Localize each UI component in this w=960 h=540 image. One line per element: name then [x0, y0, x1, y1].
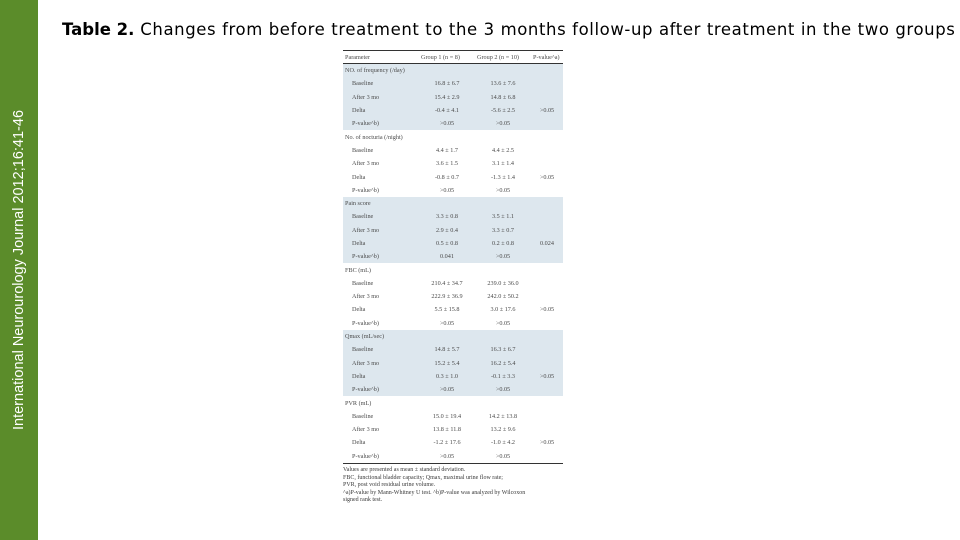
table-row: [343, 343, 563, 356]
group1-value: >0.05: [419, 450, 475, 464]
table-row: [343, 91, 563, 104]
p-value: [531, 157, 563, 170]
p-value: 0.024: [531, 237, 563, 250]
table-header-row: [343, 51, 563, 64]
group2-value: >0.05: [475, 450, 531, 464]
group1-value: 15.4 ± 2.9: [419, 91, 475, 104]
results-table: [343, 50, 563, 464]
row-label: Baseline: [343, 210, 419, 223]
row-label: Baseline: [343, 77, 419, 90]
p-value: [531, 77, 563, 90]
p-value: [531, 224, 563, 237]
group1-value: >0.05: [419, 383, 475, 396]
footnote-line: PVR, post void residual urine volume.: [343, 482, 436, 489]
group2-value: 14.2 ± 13.8: [488, 412, 518, 420]
row-label: Delta: [343, 104, 419, 117]
p-value: [531, 277, 563, 290]
row-label: After 3 mo: [343, 91, 419, 104]
row-label: Baseline: [352, 279, 374, 287]
table-row: [343, 303, 563, 316]
table-body: [343, 64, 563, 464]
p-value: [531, 91, 563, 104]
row-label: Delta: [343, 237, 419, 250]
table-row: [343, 117, 563, 130]
empty-cell: [419, 330, 475, 343]
group2-value: 239.0 ± 36.0: [487, 279, 519, 287]
row-label: P-value^b): [343, 250, 419, 263]
table-row: [343, 436, 563, 449]
empty-cell: [419, 396, 475, 409]
group2-value: 14.8 ± 6.8: [475, 91, 531, 104]
group1-value: >0.05: [439, 319, 455, 327]
table-figure: [343, 50, 563, 505]
footnote-line: ^a)P-value by Mann-Whitney U test. ^b)P-value was analyzed by Wilcoxon: [343, 489, 526, 496]
empty-cell: [531, 197, 563, 210]
empty-cell: [475, 197, 531, 210]
header-cell: P-value^a): [531, 51, 563, 64]
empty-cell: [475, 64, 531, 78]
table-number: Table 2.: [62, 20, 135, 39]
row-label: P-value^b): [343, 450, 419, 464]
p-value: [531, 210, 563, 223]
group1-value: 0.5 ± 0.8: [419, 237, 475, 250]
group2-value: >0.05: [495, 319, 511, 327]
p-value: [531, 343, 563, 356]
section-label: PVR (mL): [345, 399, 372, 407]
journal-citation: International Neurourology Journal 2012;16:41-46: [11, 109, 27, 431]
group2-value: 3.1 ± 1.4: [492, 160, 514, 168]
section-label: NO. of frequency (/day): [343, 64, 419, 78]
sidebar-band: [0, 0, 38, 540]
table-row: [343, 237, 563, 250]
group2-value: 3.5 ± 1.1: [475, 210, 531, 223]
empty-cell: [531, 263, 563, 276]
table-row: [343, 410, 563, 423]
group2-value: 0.2 ± 0.8: [475, 237, 531, 250]
empty-cell: [419, 263, 475, 276]
table-row: [343, 144, 563, 157]
group2-value: 4.4 ± 2.5: [492, 146, 514, 154]
table-row: [343, 357, 563, 370]
section-header-row: [343, 330, 563, 343]
section-header-row: [343, 263, 563, 276]
footnote-line: FBC, functional bladder capacity; Qmax, maximal urine flow rate;: [343, 474, 503, 481]
row-label: P-value^b): [352, 319, 379, 327]
group1-value: 0.3 ± 1.0: [419, 370, 475, 383]
row-label: Baseline: [352, 412, 374, 420]
row-label: P-value^b): [343, 383, 419, 396]
row-label: P-value^b): [343, 117, 419, 130]
header-cell: Group 2 (n = 10): [475, 51, 531, 64]
group1-value: 5.5 ± 15.8: [434, 306, 460, 314]
row-label: Delta: [352, 306, 366, 314]
empty-cell: [531, 330, 563, 343]
table-row: [343, 157, 563, 170]
p-value: [531, 144, 563, 157]
section-label: Qmax (mL/sec): [343, 330, 419, 343]
group1-value: 4.4 ± 1.7: [436, 146, 458, 154]
group2-value: -1.0 ± 4.2: [490, 439, 516, 447]
group1-value: 3.3 ± 0.8: [419, 210, 475, 223]
group2-value: 242.0 ± 50.2: [487, 293, 519, 301]
group1-value: 210.4 ± 34.7: [431, 279, 463, 287]
p-value: >0.05: [531, 104, 563, 117]
group2-value: >0.05: [495, 186, 511, 194]
group1-value: 0.041: [419, 250, 475, 263]
p-value: >0.05: [539, 306, 555, 314]
group2-value: >0.05: [475, 250, 531, 263]
p-value: [531, 410, 563, 423]
section-label: No. of nocturia (/night): [345, 133, 403, 141]
table-row: [343, 77, 563, 90]
row-label: After 3 mo: [343, 224, 419, 237]
group1-value: 15.2 ± 5.4: [419, 357, 475, 370]
p-value: [531, 317, 563, 330]
group1-value: 16.8 ± 6.7: [419, 77, 475, 90]
header-cell: Group 1 (n = 8): [419, 51, 475, 64]
row-label: Delta: [352, 173, 366, 181]
group2-value: 16.3 ± 6.7: [475, 343, 531, 356]
row-label: Baseline: [343, 343, 419, 356]
group2-value: 13.2 ± 9.6: [490, 426, 516, 434]
p-value: >0.05: [531, 370, 563, 383]
p-value: [531, 290, 563, 303]
table-row: [343, 224, 563, 237]
empty-cell: [419, 197, 475, 210]
group2-value: 16.2 ± 5.4: [475, 357, 531, 370]
p-value: [531, 357, 563, 370]
section-header-row: [343, 396, 563, 409]
empty-cell: [419, 130, 475, 143]
footnote-line: signed rank test.: [343, 497, 383, 504]
empty-cell: [531, 396, 563, 409]
row-label: P-value^b): [352, 186, 379, 194]
p-value: [531, 184, 563, 197]
empty-cell: [475, 263, 531, 276]
group1-value: 222.9 ± 36.9: [431, 293, 463, 301]
group2-value: -0.1 ± 3.3: [475, 370, 531, 383]
p-value: >0.05: [539, 173, 555, 181]
row-label: After 3 mo: [352, 160, 380, 168]
table-row: [343, 104, 563, 117]
empty-cell: [475, 330, 531, 343]
row-label: Delta: [343, 370, 419, 383]
empty-cell: [531, 130, 563, 143]
table-row: [343, 370, 563, 383]
slide-title: [62, 20, 955, 39]
header-cell: Parameter: [343, 51, 419, 64]
p-value: [531, 450, 563, 464]
table-row: [343, 423, 563, 436]
table-row: [343, 250, 563, 263]
table-footnotes: [343, 467, 563, 505]
row-label: Baseline: [352, 146, 374, 154]
p-value: [531, 250, 563, 263]
section-header-row: [343, 64, 563, 78]
group1-value: >0.05: [419, 117, 475, 130]
table-caption: Changes from before treatment to the 3 months follow-up after treatment in the two groups: [134, 20, 956, 39]
group1-value: -0.8 ± 0.7: [434, 173, 460, 181]
table-row: [343, 184, 563, 197]
footnote-line: Values are presented as mean ± standard deviation.: [343, 466, 466, 473]
table-row: [343, 290, 563, 303]
group2-value: 3.0 ± 17.6: [490, 306, 516, 314]
table-row: [343, 277, 563, 290]
group1-value: 2.9 ± 0.4: [419, 224, 475, 237]
group1-value: -1.2 ± 17.6: [433, 439, 461, 447]
group1-value: 15.0 ± 19.4: [432, 412, 462, 420]
empty-cell: [475, 396, 531, 409]
row-label: After 3 mo: [352, 426, 380, 434]
empty-cell: [419, 64, 475, 78]
group2-value: -1.3 ± 1.4: [490, 173, 516, 181]
table-row: [343, 210, 563, 223]
empty-cell: [475, 130, 531, 143]
group2-value: >0.05: [475, 117, 531, 130]
group1-value: 3.6 ± 1.5: [436, 160, 458, 168]
group2-value: 13.6 ± 7.6: [475, 77, 531, 90]
table-row: [343, 317, 563, 330]
row-label: After 3 mo: [343, 357, 419, 370]
p-value: [531, 423, 563, 436]
group1-value: 14.8 ± 5.7: [419, 343, 475, 356]
group1-value: >0.05: [439, 186, 455, 194]
section-header-row: [343, 130, 563, 143]
table-row: [343, 170, 563, 183]
group2-value: -5.6 ± 2.5: [475, 104, 531, 117]
empty-cell: [531, 64, 563, 78]
p-value: >0.05: [539, 439, 555, 447]
table-row: [343, 383, 563, 396]
section-header-row: [343, 197, 563, 210]
p-value: [531, 383, 563, 396]
group1-value: 13.8 ± 11.8: [433, 426, 461, 434]
group2-value: >0.05: [475, 383, 531, 396]
group2-value: 3.3 ± 0.7: [475, 224, 531, 237]
section-label: Pain score: [343, 197, 419, 210]
section-label: FBC (mL): [345, 266, 371, 274]
row-label: After 3 mo: [352, 293, 380, 301]
table-row: [343, 450, 563, 464]
group1-value: -0.4 ± 4.1: [419, 104, 475, 117]
row-label: Delta: [352, 439, 366, 447]
p-value: [531, 117, 563, 130]
